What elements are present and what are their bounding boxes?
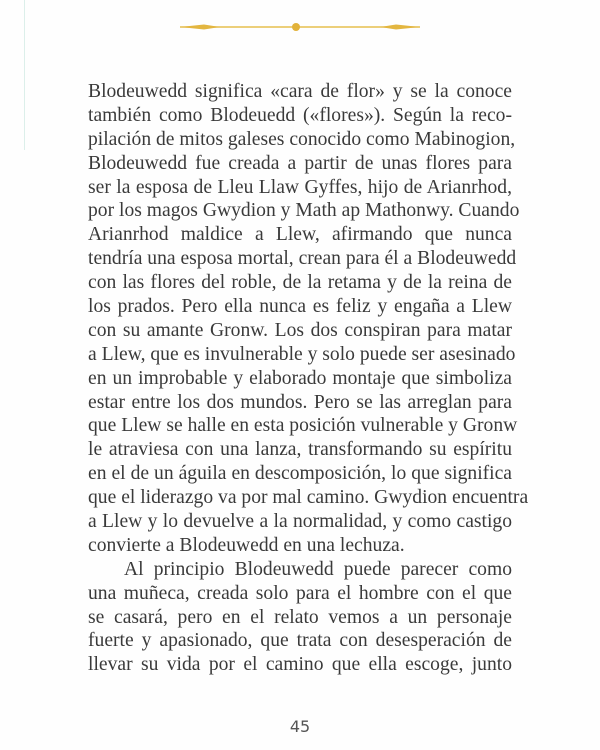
text-line: se casará, pero en el relato vemos a un personaje: [88, 606, 512, 628]
text-line: a Llew y lo devuelve a la normalidad, y como castigo: [88, 511, 512, 533]
page-edge-line: [24, 0, 25, 150]
text-line: Blodeuwedd significa «cara de flor» y se la conoce: [88, 81, 512, 102]
text-line: ser la esposa de Lleu Llaw Gyffes, hijo de Arianrhod,: [88, 176, 512, 198]
divider-center-dot: [292, 23, 300, 31]
text-line: a Llew, que es invulnerable y solo puede ser asesinado: [88, 343, 516, 365]
page-number: 45: [289, 717, 311, 736]
text-line: convierte a Blodeuwedd en una lechuza.: [88, 534, 405, 556]
divider-right-spike: [380, 25, 420, 30]
text-line: una muñeca, creada solo para el hombre con el que: [88, 582, 512, 604]
text-line: Al principio Blodeuwedd puede parecer como: [124, 558, 512, 580]
text-line: estar entre los dos mundos. Pero se las arreglan para: [88, 391, 512, 413]
paragraph-2: [88, 558, 512, 677]
text-line: Blodeuwedd fue creada a partir de unas flores para: [88, 152, 512, 174]
text-line: le atraviesa con una lanza, transformando su espíritu: [88, 439, 512, 461]
text-line: con las flores del roble, de la retama y de la reina de: [88, 272, 512, 294]
text-line: llevar su vida por el camino que ella escoge, junto: [88, 654, 512, 676]
text-line: los prados. Pero ella nunca es feliz y engaña a Llew: [88, 296, 512, 318]
text-line: pilación de mitos galeses conocido como Mabinogion,: [88, 128, 516, 150]
page-body-text: [88, 80, 529, 677]
text-line: que el liderazgo va por mal camino. Gwydion encuentra: [88, 487, 529, 509]
text-line: que Llew se halle en esta posición vulnerable y Gronw: [88, 415, 518, 437]
gold-divider-ornament-icon: [180, 16, 420, 38]
text-line: también como Blodeuedd («flores»). Según la reco-: [88, 104, 512, 126]
text-line: en un improbable y elaborado montaje que simboliza: [88, 367, 512, 389]
text-line: en el de un águila en descomposición, lo que significa: [88, 463, 512, 485]
text-line: por los magos Gwydion y Math ap Mathonwy. Cuando: [88, 200, 520, 222]
text-line: tendría una esposa mortal, crean para él a Blodeuwedd: [88, 248, 517, 270]
text-line: Arianrhod maldice a Llew, afirmando que nunca: [88, 224, 512, 246]
divider-left-spike: [180, 25, 220, 30]
text-line: fuerte y apasionado, que trata con desesperación de: [88, 630, 512, 652]
text-line: con su amante Gronw. Los dos conspiran para matar: [88, 319, 512, 341]
paragraph-1: [88, 80, 529, 558]
